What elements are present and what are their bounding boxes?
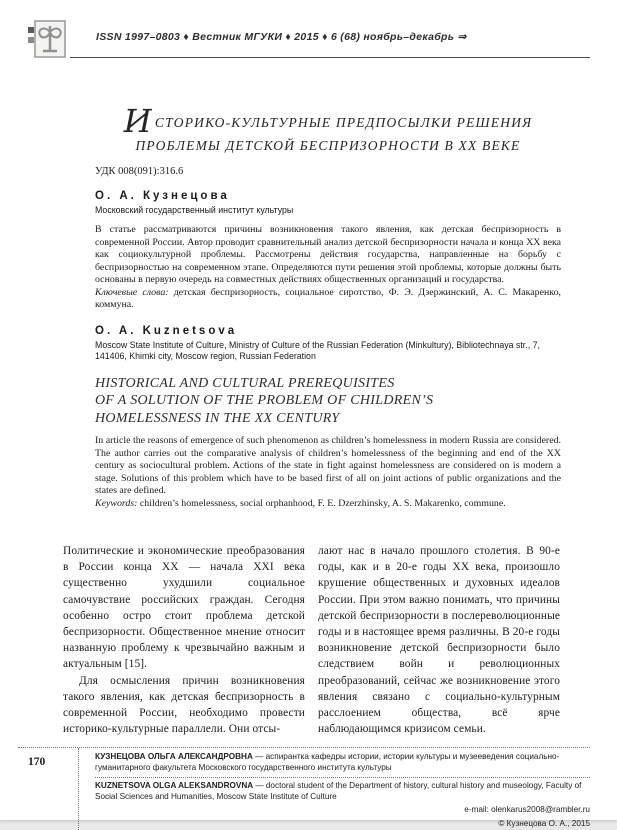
page-number: 170 <box>28 756 46 768</box>
keywords-en-list: children’s homelessness, social orphanhood, F. E. Dzerzhinsky, A. S. Makarenko, commune. <box>137 497 506 509</box>
title-en-line2: OF A SOLUTION OF THE PROBLEM OF CHILDREN’S <box>95 393 434 408</box>
body-paragraph: Для осмысления причин возникновения такого явления, как детская беспризорность в современной России, необходимо провести историко-культурные параллели. Они отсы- <box>63 674 305 736</box>
page-footer <box>18 747 590 830</box>
title-ru-line2: ПРОБЛЕМЫ ДЕТСКОЙ БЕСПРИЗОРНОСТИ В XX ВЕКЕ <box>135 138 521 153</box>
article-body <box>63 543 560 737</box>
journal-logo-icon <box>28 20 66 58</box>
header-rule <box>70 57 590 58</box>
title-ru-line1: СТОРИКО-КУЛЬТУРНЫЕ ПРЕДПОСЫЛКИ РЕШЕНИЯ <box>154 115 533 130</box>
keywords-en-label: Keywords: <box>95 497 138 509</box>
article-title-ru <box>95 102 561 157</box>
issn-journal-line: ISSN 1997–0803 ♦ Вестник МГУКИ ♦ 2015 ♦ 6 (68) ноябрь–декабрь ⇒ <box>96 31 467 43</box>
article-top-matter <box>95 102 561 510</box>
affiliation-en: Moscow State Institute of Culture, Ministry of Culture of the Russian Federation (Minkultury), Bibliotechnaya str., 7, 141406, Khimki city, Moscow region, Russian Federation <box>95 339 540 361</box>
keywords-ru <box>95 287 561 312</box>
email-line <box>95 805 590 816</box>
title-en-line1: HISTORICAL AND CULTURAL PREREQUISITES <box>95 375 395 391</box>
copyright-line: © Кузнецова О. А., 2015 <box>498 818 590 828</box>
footer-author-name-ru: КУЗНЕЦОВА ОЛЬГА АЛЕКСАНДРОВНА <box>95 752 253 761</box>
email-link[interactable]: e-mail: olenkarus2008@rambler.ru <box>464 805 590 815</box>
affiliation-ru: Московский государственный институт культуры <box>95 205 294 215</box>
footer-divider <box>95 777 590 778</box>
body-column-right <box>318 543 560 737</box>
author-name-ru: О. А. Кузнецова <box>95 190 230 202</box>
udk-code: УДК 008(091):316.6 <box>95 166 184 177</box>
article-title-en <box>95 375 561 428</box>
body-paragraph: Политические и экономические преобразования в России конца XX — начала XXI века существенно ухудшили социальное самочувствие российских граждан. Сегодня особенно остро стоит проблема детской беспризорности. Общественное мнение относит названную проблему к чрезвычайно важным и актуальным [15]. <box>63 545 305 671</box>
footer-author-desc-ru: — аспирантка кафедры истории, истории культуры и музееведения социально-гуманитарного факультета Московского государственного института культуры <box>95 752 560 772</box>
title-en-line3: HOMELESSNESS IN THE XX CENTURY <box>95 410 340 426</box>
footer-author-desc-en: — doctoral student of the Department of history, cultural history and museology, Faculty of Social Sciences and Humanities, Moscow State Institute of Culture <box>95 781 582 801</box>
footer-info-en <box>95 781 590 802</box>
footer-author-info <box>78 748 590 830</box>
keywords-ru-label: Ключевые слова: <box>95 286 169 298</box>
body-paragraph: лают нас в начало прошлого столетия. В 90-е годы, как и в 20-е годы XX века, произошло крушение общественных и духовных идеалов России. При этом важно понимать, что причины детской беспризорности в послереволюционные годы и в настоящее время различны. В 20-е годы возникновение детской беспризорности было следствием войн и революционных преобразований, сейчас же возникновение этого явления связано с социально-культурным расслоением общества, всё ярче наблюдающимся кризисом семьи. <box>318 545 560 736</box>
abstract-en: In article the reasons of emergence of such phenomenon as children’s homelessness in modern Russia are considered. The author carries out the comparative analysis of children’s homelessness of the beginning and end of the XX century as sociocultural problem. Actions of the state in fight against homelessness are considered on is modern a stage. Solutions of this problem which have to be based first of all on joint actions of public organizations and the states are defined. <box>95 435 561 496</box>
author-name-en: O. A. Kuznetsova <box>95 324 238 337</box>
keywords-ru-list: детская беспризорность, социальное сиротство, Ф. Э. Дзержинский, А. С. Макаренко, коммуна. <box>95 286 561 310</box>
abstract-ru: В статье рассматриваются причины возникновения такого явления, как детская беспризорность в современной России. Автор проводит сравнительный анализ детской беспризорности начала и конца XX века как социокультурной проблемы. Рассмотрены действия государства, направленные на борьбу с беспризорностью на современном этапе. Определяются пути решения этой проблемы, которые должны быть основаны в первую очередь на совместных действиях общественных организаций и государства. <box>95 224 561 285</box>
keywords-en <box>95 498 561 511</box>
body-column-left <box>63 543 305 737</box>
journal-header <box>28 20 590 58</box>
drop-cap-initial: И <box>123 102 153 140</box>
footer-info-ru <box>95 752 590 773</box>
footer-author-name-en: KUZNETSOVA OLGA ALEKSANDROVNA <box>95 781 254 791</box>
